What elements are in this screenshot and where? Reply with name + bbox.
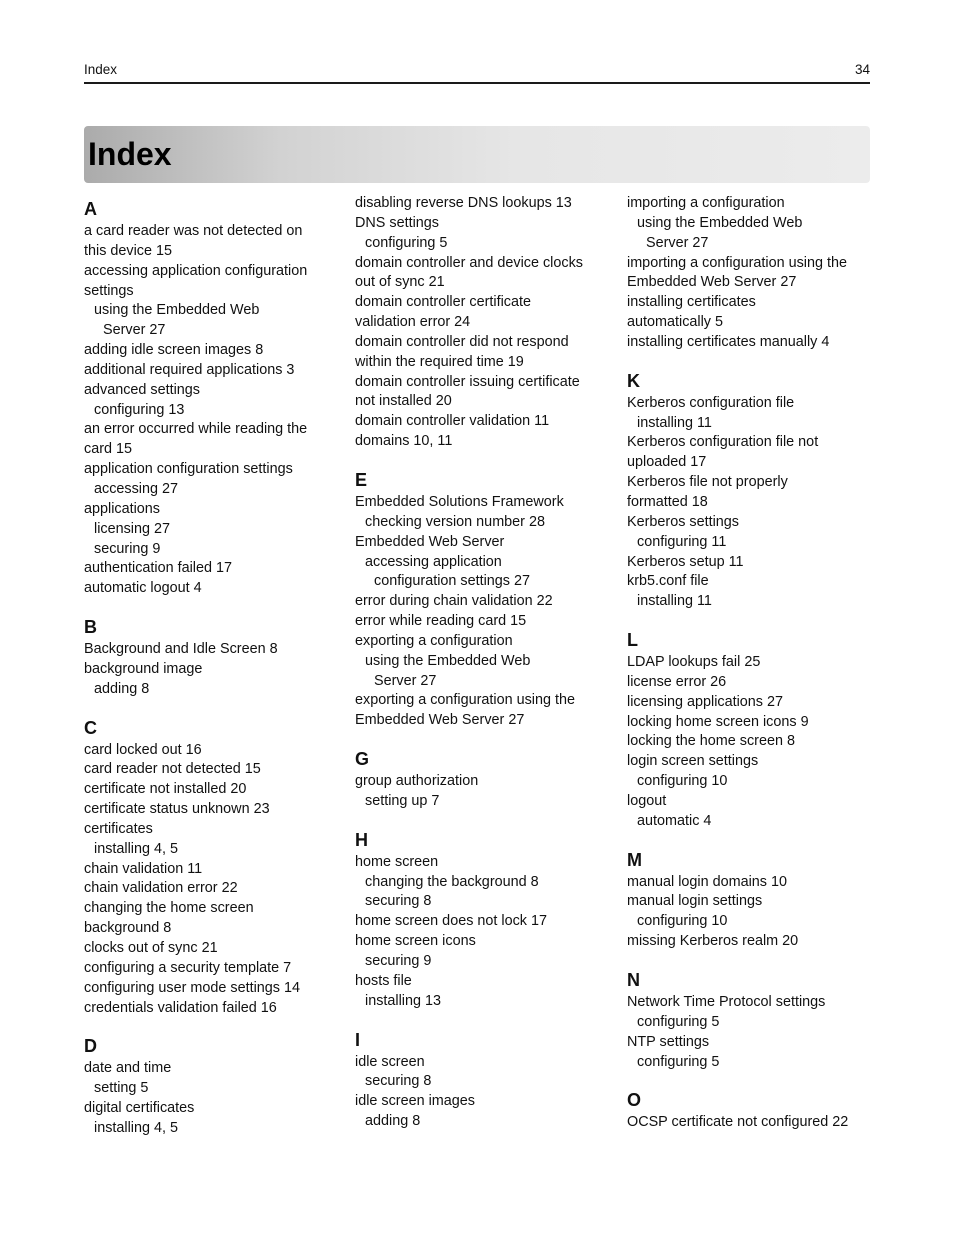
index-entry: idle screen images [355, 1093, 475, 1110]
index-entry: domain controller issuing certificate [355, 373, 580, 390]
index-entry: background 8 [84, 920, 172, 937]
index-entry: changing the home screen [84, 900, 254, 917]
index-entry: background image [84, 660, 203, 677]
title-band [84, 126, 870, 183]
index-subentry: configuring 5 [637, 1053, 720, 1070]
index-entry: Background and Idle Screen 8 [84, 641, 278, 658]
index-letter-heading: A [84, 199, 97, 219]
index-letter-heading: K [627, 370, 640, 391]
index-letter-heading: C [84, 717, 97, 738]
index-entry: application configuration settings [84, 461, 293, 478]
header-section-label: Index [84, 62, 118, 77]
index-entry: domain controller validation 11 [355, 413, 550, 430]
index-subentry: Server 27 [374, 672, 437, 689]
index-entry: configuring user mode settings 14 [84, 979, 300, 996]
index-subentry: Server 27 [103, 322, 166, 339]
index-entry: advanced settings [84, 381, 201, 398]
index-entry: automatically 5 [627, 314, 723, 331]
index-entry: NTP settings [627, 1033, 710, 1050]
index-entry: Kerberos configuration file [627, 394, 795, 411]
index-entry: certificate status unknown 23 [84, 801, 270, 818]
index-entry: manual login domains 10 [627, 873, 787, 890]
index-letter-heading: M [627, 849, 642, 870]
index-subentry: installing 4, 5 [94, 1119, 178, 1136]
index-entry: credentials validation failed 16 [84, 999, 277, 1016]
index-entry: locking home screen icons 9 [627, 713, 809, 730]
index-subentry: securing 8 [365, 1073, 432, 1090]
index-entry: installing certificates manually 4 [627, 333, 830, 350]
index-column-3 [627, 194, 889, 1133]
index-subentry: configuring 5 [637, 1013, 720, 1030]
index-entry: license error 26 [627, 673, 727, 690]
index-entry: domain controller and device clocks [355, 254, 583, 271]
index-entry: licensing applications 27 [627, 693, 783, 710]
index-entry: login screen settings [627, 753, 759, 770]
index-subentry: adding 8 [365, 1113, 421, 1130]
index-subentry: installing 13 [365, 992, 442, 1009]
index-letter-heading: N [627, 970, 640, 990]
index-subentry: configuring 10 [637, 773, 728, 790]
index-column-2 [355, 194, 617, 1132]
index-subentry: securing 9 [365, 953, 432, 969]
index-entry: home screen icons [355, 933, 476, 950]
index-entry: locking the home screen 8 [627, 733, 795, 750]
index-entry: installing certificates [627, 294, 756, 311]
index-letter-heading: G [355, 749, 370, 770]
index-letter-heading: H [355, 829, 368, 850]
index-entry: chain validation 11 [84, 860, 203, 877]
index-entry: importing a configuration [627, 195, 785, 211]
index-subentry: licensing 27 [94, 520, 171, 537]
index-subentry: setting up 7 [365, 792, 440, 809]
index-entry: chain validation error 22 [84, 880, 238, 897]
index-subentry: securing 8 [365, 893, 432, 910]
index-subentry: configuring 10 [637, 913, 728, 930]
index-entry: home screen [355, 853, 439, 870]
index-entry: clocks out of sync 21 [84, 940, 218, 956]
index-entry: Kerberos settings [627, 513, 739, 530]
page-title: Index [88, 136, 172, 172]
index-entry: LDAP lookups fail 25 [627, 654, 761, 671]
index-entry: domains 10, 11 [355, 433, 453, 450]
index-entry: hosts file [355, 972, 412, 989]
index-subentry: changing the background 8 [365, 873, 539, 890]
index-entry: applications [84, 500, 161, 517]
index-subentry: configuration settings 27 [374, 573, 530, 590]
index-letter-heading: B [84, 617, 97, 638]
index-subentry: automatic 4 [637, 812, 712, 829]
index-entry: OCSP certificate not configured 22 [627, 1114, 849, 1131]
index-entry: home screen does not lock 17 [355, 913, 547, 930]
index-entry: domain controller certificate [355, 294, 531, 311]
index-entry: digital certificates [84, 1100, 195, 1117]
index-entry: Kerberos configuration file not [627, 434, 819, 451]
index-subentry: using the Embedded Web [94, 302, 260, 319]
index-entry: a card reader was not detected on [84, 223, 303, 239]
index-entry: settings [84, 282, 134, 299]
index-entry: card 15 [84, 441, 132, 458]
index-entry: additional required applications 3 [84, 361, 295, 378]
index-entry: out of sync 21 [355, 274, 445, 291]
index-entry: card locked out 16 [84, 741, 202, 758]
index-entry: Network Time Protocol settings [627, 994, 826, 1010]
index-entry: Embedded Solutions Framework [355, 493, 564, 510]
index-entry: krb5.conf file [627, 573, 709, 590]
index-entry: exporting a configuration [355, 632, 513, 649]
index-entry: uploaded 17 [627, 454, 707, 471]
index-entry: date and time [84, 1060, 172, 1077]
index-letter-heading: I [355, 1029, 361, 1050]
index-subentry: installing 11 [637, 414, 712, 431]
index-entry: domain controller did not respond [355, 333, 569, 350]
index-entry: validation error 24 [355, 314, 471, 331]
index-subentry: Server 27 [646, 234, 709, 251]
index-entry: manual login settings [627, 893, 763, 910]
index-subentry: configuring 11 [637, 533, 727, 550]
index-entry: not installed 20 [355, 393, 452, 410]
index-subentry: using the Embedded Web [637, 214, 803, 231]
index-subentry: checking version number 28 [365, 513, 545, 530]
index-entry: automatic logout 4 [84, 580, 202, 597]
index-letter-heading: O [627, 1090, 642, 1111]
index-entry: this device 15 [84, 242, 172, 259]
index-subentry: configuring 5 [365, 234, 448, 251]
index-entry: authentication failed 17 [84, 560, 233, 577]
index-entry: missing Kerberos realm 20 [627, 933, 799, 950]
index-entry: idle screen [355, 1053, 425, 1070]
index-entry: importing a configuration using the [627, 254, 847, 271]
index-entry: Embedded Web Server 27 [355, 712, 525, 729]
index-subentry: installing 4, 5 [94, 840, 178, 857]
index-entry: group authorization [355, 773, 479, 790]
index-entry: adding idle screen images 8 [84, 342, 264, 359]
index-column-1 [84, 196, 346, 1139]
index-subentry: accessing application [365, 553, 502, 570]
index-entry: an error occurred while reading the [84, 421, 308, 438]
index-subentry: securing 9 [94, 540, 161, 557]
index-entry: disabling reverse DNS lookups 13 [355, 195, 572, 211]
index-entry: card reader not detected 15 [84, 761, 261, 778]
page-number: 34 [854, 62, 870, 77]
index-letter-heading: D [84, 1036, 97, 1057]
index-entry: accessing application configuration [84, 262, 308, 279]
index-subentry: using the Embedded Web [365, 652, 531, 669]
index-entry: logout [627, 792, 667, 809]
index-entry: certificates [84, 820, 153, 837]
index-letter-heading: L [627, 630, 638, 651]
index-subentry: accessing 27 [94, 480, 178, 497]
index-entry: certificate not installed 20 [84, 781, 247, 798]
index-entry: Embedded Web Server [355, 533, 505, 550]
index-entry: DNS settings [355, 214, 439, 231]
index-subentry: adding 8 [94, 680, 150, 697]
index-subentry: installing 11 [637, 593, 712, 610]
index-entry: Embedded Web Server 27 [627, 274, 797, 291]
index-entry: configuring a security template 7 [84, 959, 292, 976]
index-subentry: setting 5 [94, 1080, 149, 1097]
index-entry: formatted 18 [627, 493, 708, 510]
index-subentry: configuring 13 [94, 401, 185, 418]
index-entry: exporting a configuration using the [355, 692, 576, 709]
index-entry: error while reading card 15 [355, 613, 527, 630]
index-entry: Kerberos setup 11 [627, 553, 744, 570]
index-letter-heading: E [355, 469, 368, 490]
running-header [84, 60, 870, 84]
index-entry: error during chain validation 22 [355, 593, 553, 610]
index-entry: within the required time 19 [355, 353, 524, 370]
index-entry: Kerberos file not properly [627, 474, 788, 491]
